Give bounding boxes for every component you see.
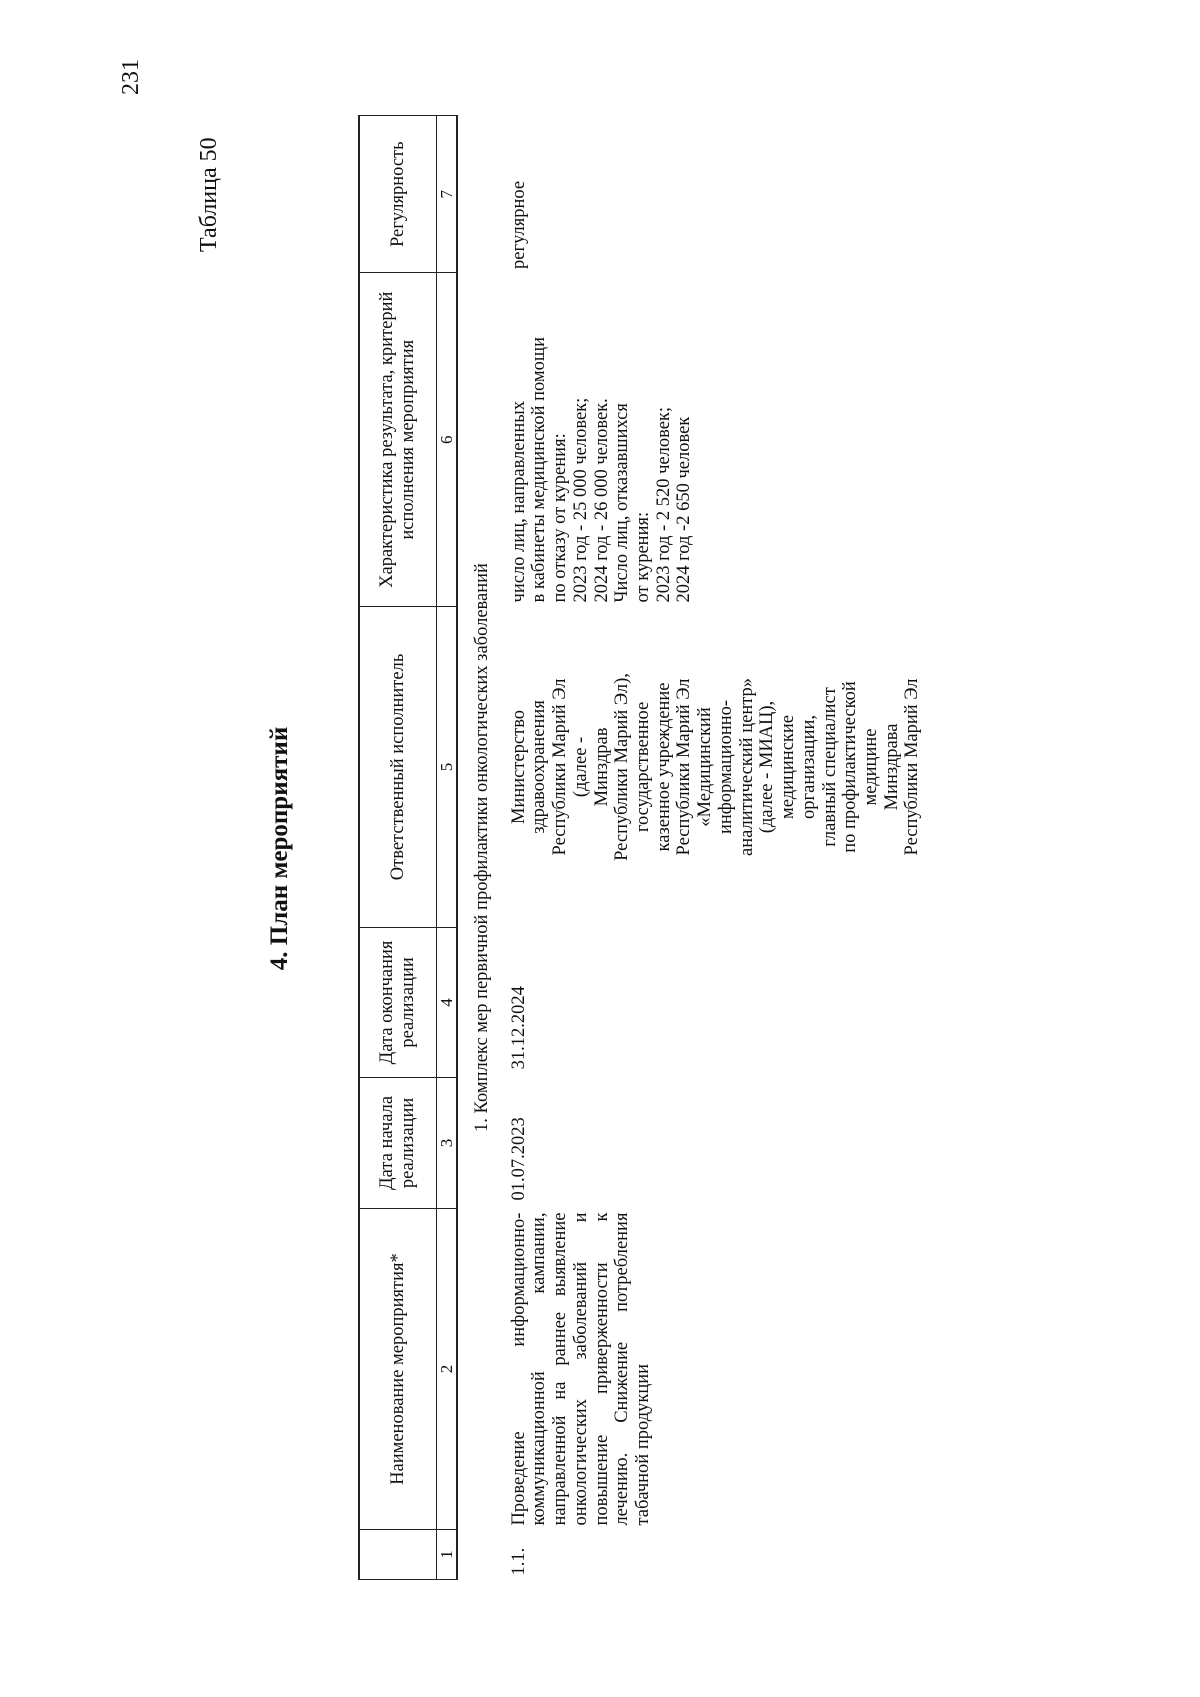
result-line: от курения: <box>633 511 654 603</box>
column-number: 5 <box>437 606 458 927</box>
header-cell-end: Дата окончания реализации <box>359 927 437 1077</box>
section-title: 1. Комплекс мер первичной профилактики онкологических заболеваний <box>472 563 492 1132</box>
header-cell-name: Наименование мероприятия* <box>359 1209 437 1530</box>
responsible-line: Республики Марий Эл <box>550 678 571 856</box>
activity-name: Проведение информационно-коммуникационной кампании, направленной на раннее выявление онкологических заболеваний и повышение приверженности к лечению. Снижение потребления табачной продукции <box>508 1212 654 1526</box>
column-number: 4 <box>437 927 458 1077</box>
result-line: в кабинеты медицинской помощи <box>529 337 550 603</box>
column-number-row <box>437 116 458 1580</box>
responsible-line: (далее - <box>570 736 591 798</box>
start-date: 01.07.2023 <box>508 1117 529 1201</box>
responsible-line: казенное учреждение <box>653 682 674 852</box>
result-line: 2024 год -2 650 человек <box>674 416 695 603</box>
table-row <box>509 116 923 1580</box>
responsible-line: государственное <box>633 701 654 833</box>
responsible-line: «Медицинский <box>695 707 716 827</box>
column-number: 7 <box>437 116 458 273</box>
page-title: 4. План мероприятий <box>266 726 293 971</box>
plan-table <box>358 115 923 1580</box>
responsible-line: организации, <box>798 715 819 819</box>
header-cell-responsible: Ответственный исполнитель <box>359 606 437 927</box>
responsible-line: Минздрава <box>881 723 902 811</box>
result-line: число лиц, направленных <box>508 401 529 603</box>
responsible-line: главный специалист <box>819 687 840 847</box>
row-number: 1.1. <box>508 1547 529 1576</box>
result-line: 2023 год - 25 000 человек; <box>570 397 591 603</box>
result-line: по отказу от курения: <box>550 433 571 603</box>
responsible-line: здравоохранения <box>529 700 550 834</box>
responsible-line: медицине <box>860 728 881 806</box>
responsible-line: по профилактической <box>840 681 861 853</box>
header-cell-result: Характеристика результата, критерий исполнения мероприятия <box>359 273 437 607</box>
responsible-line: Министерство <box>508 709 529 825</box>
result-line: Число лиц, отказавшихся <box>612 403 633 603</box>
section-row <box>457 116 509 1580</box>
responsible-line: аналитический центр» <box>736 677 757 856</box>
result-criteria <box>509 273 923 607</box>
column-number: 1 <box>437 1530 458 1580</box>
regularity: регулярное <box>508 180 529 269</box>
responsible-line: Республики Марий Эл <box>902 678 923 856</box>
end-date: 31.12.2024 <box>508 986 529 1070</box>
header-cell-num <box>359 1530 437 1580</box>
column-number: 6 <box>437 273 458 607</box>
table-header-row <box>359 116 437 1580</box>
responsible-line: Республики Марий Эл <box>674 678 695 856</box>
responsible-line: Республики Марий Эл), <box>612 673 633 861</box>
table-label: Таблица 50 <box>196 137 222 252</box>
responsible-executor <box>509 606 923 927</box>
column-number: 3 <box>437 1077 458 1208</box>
column-number: 2 <box>437 1209 458 1530</box>
header-cell-start: Дата начала реализации <box>359 1077 437 1208</box>
responsible-line: Минздрав <box>591 727 612 807</box>
header-cell-regularity: Регулярность <box>359 116 437 273</box>
responsible-line: (далее - МИАЦ), <box>757 700 778 834</box>
responsible-line: информационно- <box>715 699 736 835</box>
responsible-line: медицинские <box>778 714 799 819</box>
result-line: 2024 год - 26 000 человек. <box>591 398 612 603</box>
result-line: 2023 год - 2 520 человек; <box>653 406 674 603</box>
page-number: 231 <box>118 59 144 95</box>
